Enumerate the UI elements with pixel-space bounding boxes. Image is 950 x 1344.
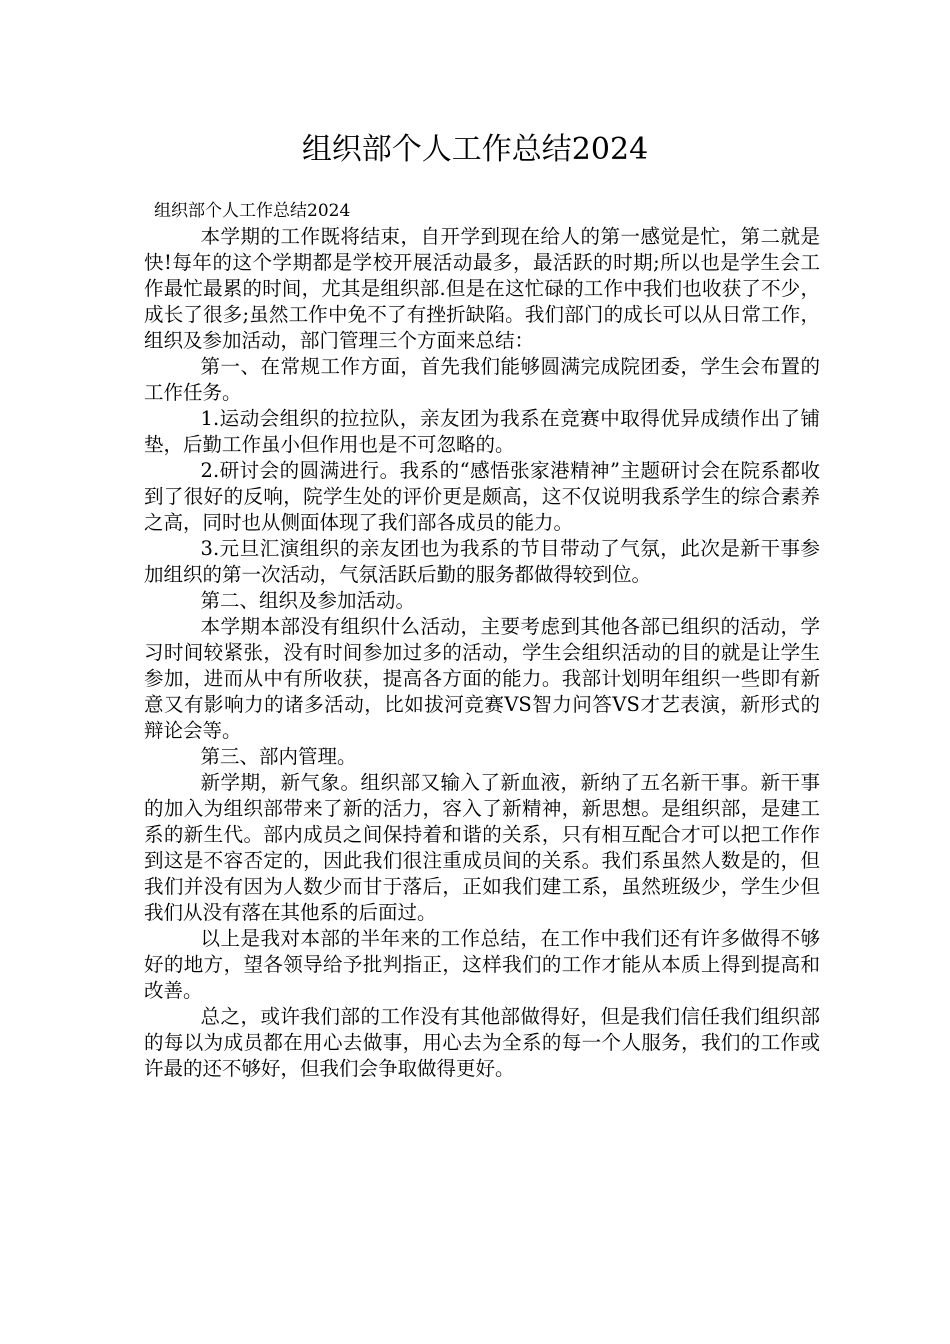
document-body (144, 198, 820, 1082)
paragraph-section-3-body: 新学期，新气象。组织部又输入了新血液，新纳了五名新干事。新干事的加入为组织部带来了新的活力，容入了新精神，新思想。是组织部，是建工系的新生代。部内成员之间保持着和谐的关系，只有相互配合才可以把工作作到这是不容否定的，因此我们很注重成员间的关系。我们系虽然人数是的，但我们并没有因为人数少而甘于落后，正如我们建工系，虽然班级少，学生少但我们从没有落在其他系的后面过。 (144, 771, 820, 924)
paragraph-item-3: 3.元旦汇演组织的亲友团也为我系的节目带动了气氛，此次是新干事参加组织的第一次活动，气氛活跃后勤的服务都做得较到位。 (144, 537, 820, 586)
paragraph-section-2-heading: 第二、组织及参加活动。 (200, 589, 416, 612)
paragraph-summary: 以上是我对本部的半年来的工作总结，在工作中我们还有许多做得不够好的地方，望各领导给予批判指正，这样我们的工作才能从本质上得到提高和改善。 (144, 927, 820, 1002)
paragraph-item-1: 1.运动会组织的拉拉队，亲友团为我系在竞赛中取得优异成绩作出了铺垫，后勤工作虽小但作用也是不可忽略的。 (144, 407, 820, 456)
paragraph-section-3-heading: 第三、部内管理。 (200, 745, 357, 768)
paragraph-section-1-heading: 第一、在常规工作方面，首先我们能够圆满完成院团委，学生会布置的工作任务。 (144, 355, 820, 404)
paragraph-conclusion: 总之，或许我们部的工作没有其他部做得好，但是我们信任我们组织部的每以为成员都在用心去做事，用心去为全系的每一个人服务，我们的工作或许最的还不够好，但我们会争取做得更好。 (144, 1005, 820, 1080)
paragraph-section-2-body: 本学期本部没有组织什么活动，主要考虑到其他各部已组织的活动，学习时间较紧张，没有时间参加过多的活动，学生会组织活动的目的就是让学生参加，进而从中有所收获，提高各方面的能力。我部计划明年组织一些即有新意又有影响力的诸多活动，比如拔河竞赛VS智力问答VS才艺表演，新形式的辩论会等。 (144, 615, 820, 742)
document-subtitle: 组织部个人工作总结2024 (154, 201, 351, 221)
paragraph-item-2: 2.研讨会的圆满进行。我系的“感悟张家港精神”主题研讨会在院系都收到了很好的反响，院学生处的评价更是颇高，这不仅说明我系学生的综合素养之高，同时也从侧面体现了我们部各成员的能力。 (144, 459, 820, 534)
paragraph-intro: 本学期的工作既将结束，自开学到现在给人的第一感觉是忙，第二就是快!每年的这个学期都是学校开展活动最多，最活跃的时期;所以也是学生会工作最忙最累的时间，尤其是组织部.但是在这忙碌的工作中我们也收获了不少，成长了很多;虽然工作中免不了有挫折缺陷。我们部门的成长可以从日常工作，组织及参加活动，部门管理三个方面来总结： (144, 225, 820, 352)
document-title: 组织部个人工作总结2024 (301, 132, 649, 167)
